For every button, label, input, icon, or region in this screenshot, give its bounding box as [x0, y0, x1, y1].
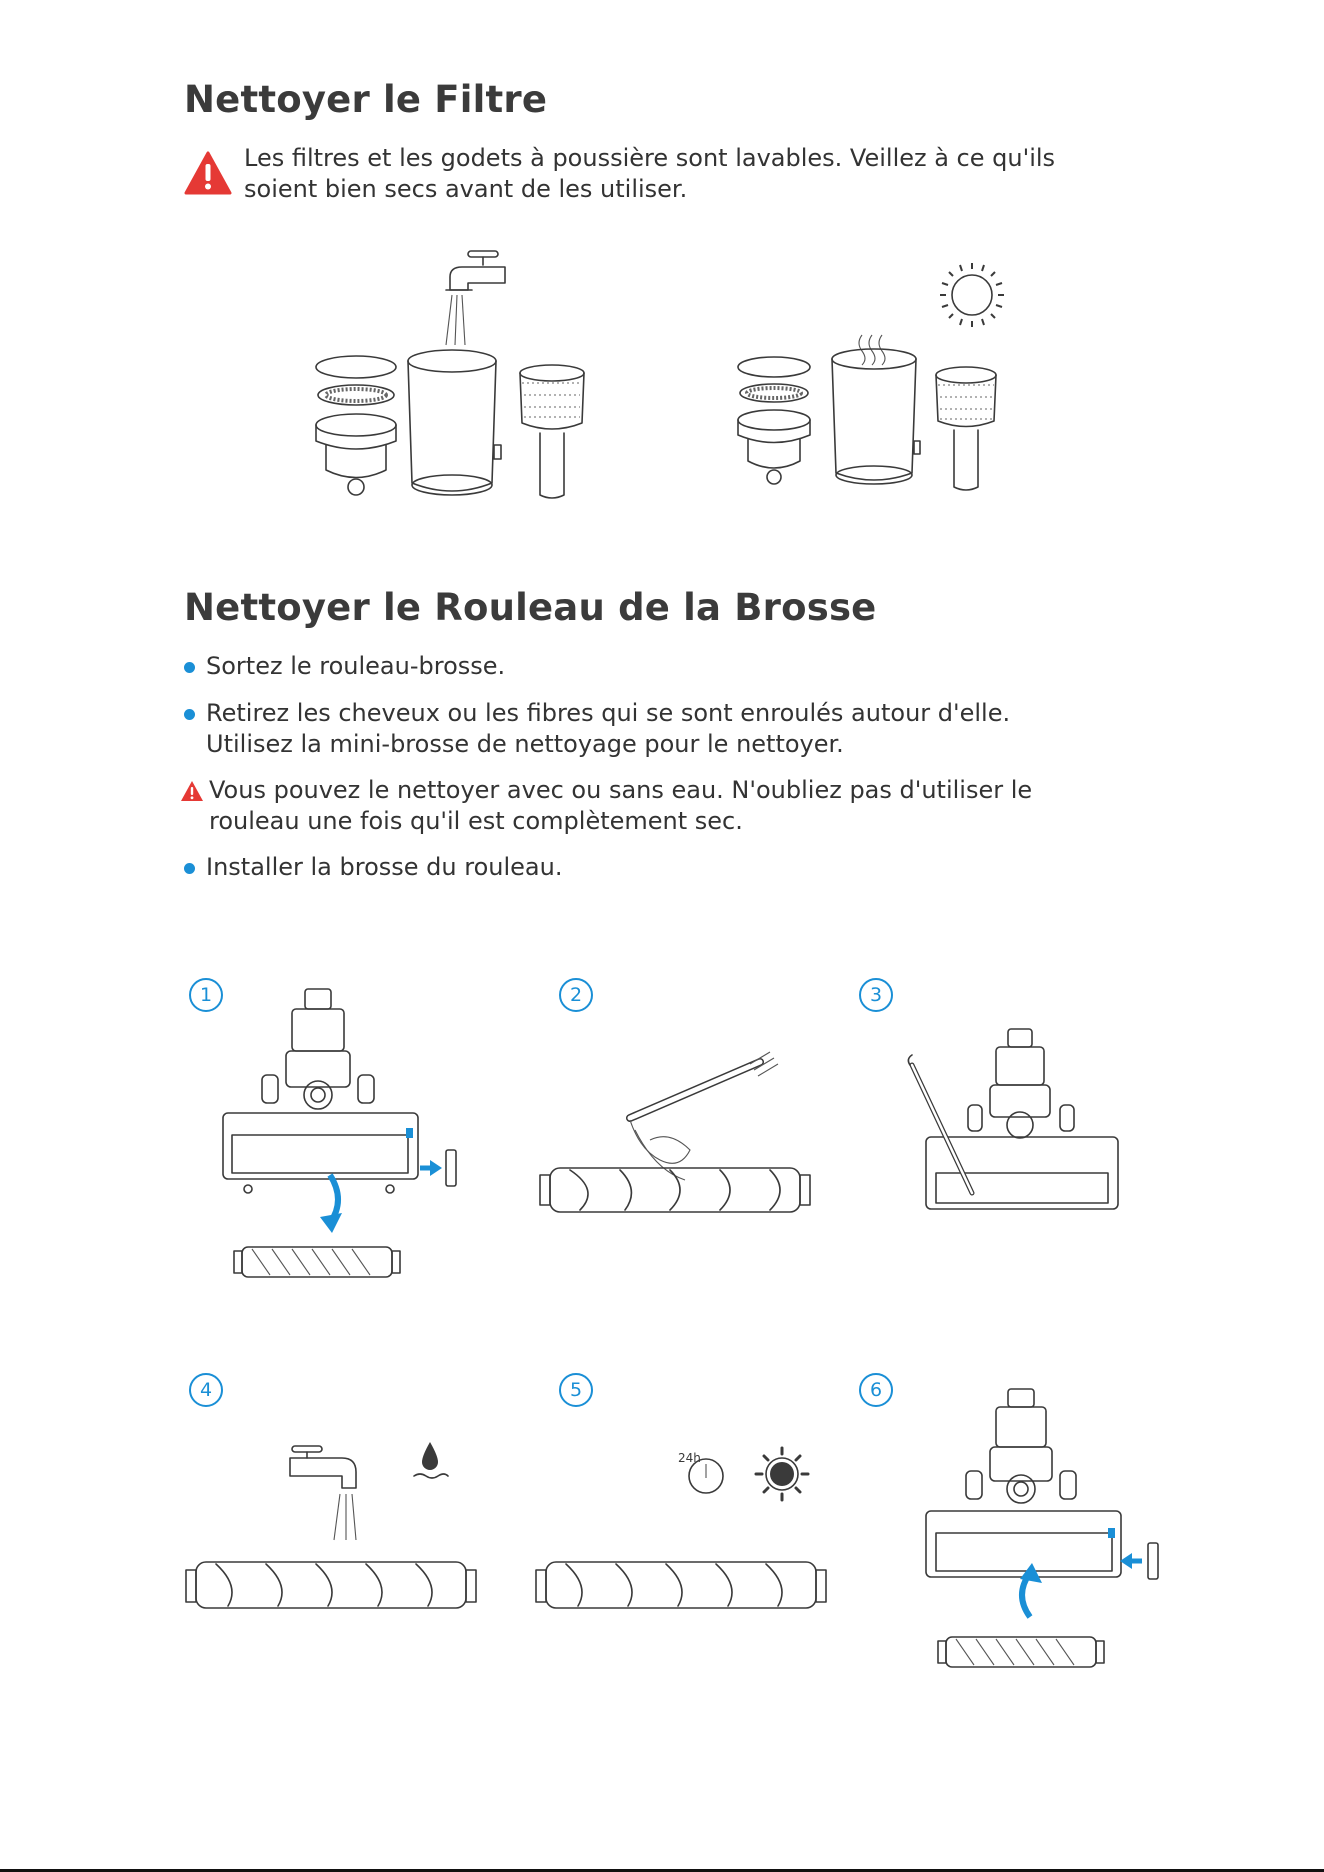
warning-small-icon	[180, 780, 204, 802]
filter-section-title: Nettoyer le Filtre	[184, 78, 548, 121]
bullet-item	[184, 698, 1104, 760]
faucet-icon	[446, 251, 505, 345]
step-number: 2	[559, 978, 593, 1012]
sun-icon	[940, 263, 1004, 327]
filter-warning-text: Les filtres et les godets à poussière sont lavables. Veillez à ce qu'ils soient bien secs avant de les utiliser.	[244, 144, 1056, 203]
step-number: 4	[189, 1373, 223, 1407]
bullet-text: Sortez le rouleau-brosse.	[206, 652, 506, 680]
warning-triangle-icon	[184, 151, 232, 195]
step-number: 1	[189, 978, 223, 1012]
cleaning-brush-icon	[540, 1040, 840, 1240]
bullet-text: Retirez les cheveux ou les fibres qui se sont enroulés autour d'elle. Utilisez la mini-brosse de nettoyage pour le nettoyer.	[206, 699, 1011, 758]
install-roller-icon	[920, 1385, 1180, 1685]
remove-roller-icon	[220, 985, 480, 1285]
bullet-item	[184, 852, 1104, 883]
bullet-item	[184, 651, 1104, 682]
timer-label: 24h	[678, 1451, 701, 1465]
faucet-water-icon	[180, 1430, 480, 1640]
sun-icon	[756, 1448, 808, 1500]
bullet-dot-icon	[184, 863, 195, 874]
bullet-dot-icon	[184, 662, 195, 673]
filter-wash-illustration	[300, 245, 630, 505]
filter-dry-illustration	[722, 255, 1022, 505]
step-number: 5	[559, 1373, 593, 1407]
brush-section-title: Nettoyer le Rouleau de la Brosse	[184, 586, 877, 629]
timer-sun-icon	[530, 1430, 830, 1640]
step-number: 6	[859, 1373, 893, 1407]
brush-head-clean-icon	[900, 1025, 1130, 1245]
bullet-text: Installer la brosse du rouleau.	[206, 853, 563, 881]
warning-item	[180, 775, 1100, 837]
bullet-dot-icon	[184, 709, 195, 720]
warning-text: Vous pouvez le nettoyer avec ou sans eau. N'oubliez pas d'utiliser le rouleau une fois qu'il est complètement sec.	[209, 776, 1033, 835]
water-drop-icon	[414, 1442, 448, 1478]
step-number: 3	[859, 978, 893, 1012]
